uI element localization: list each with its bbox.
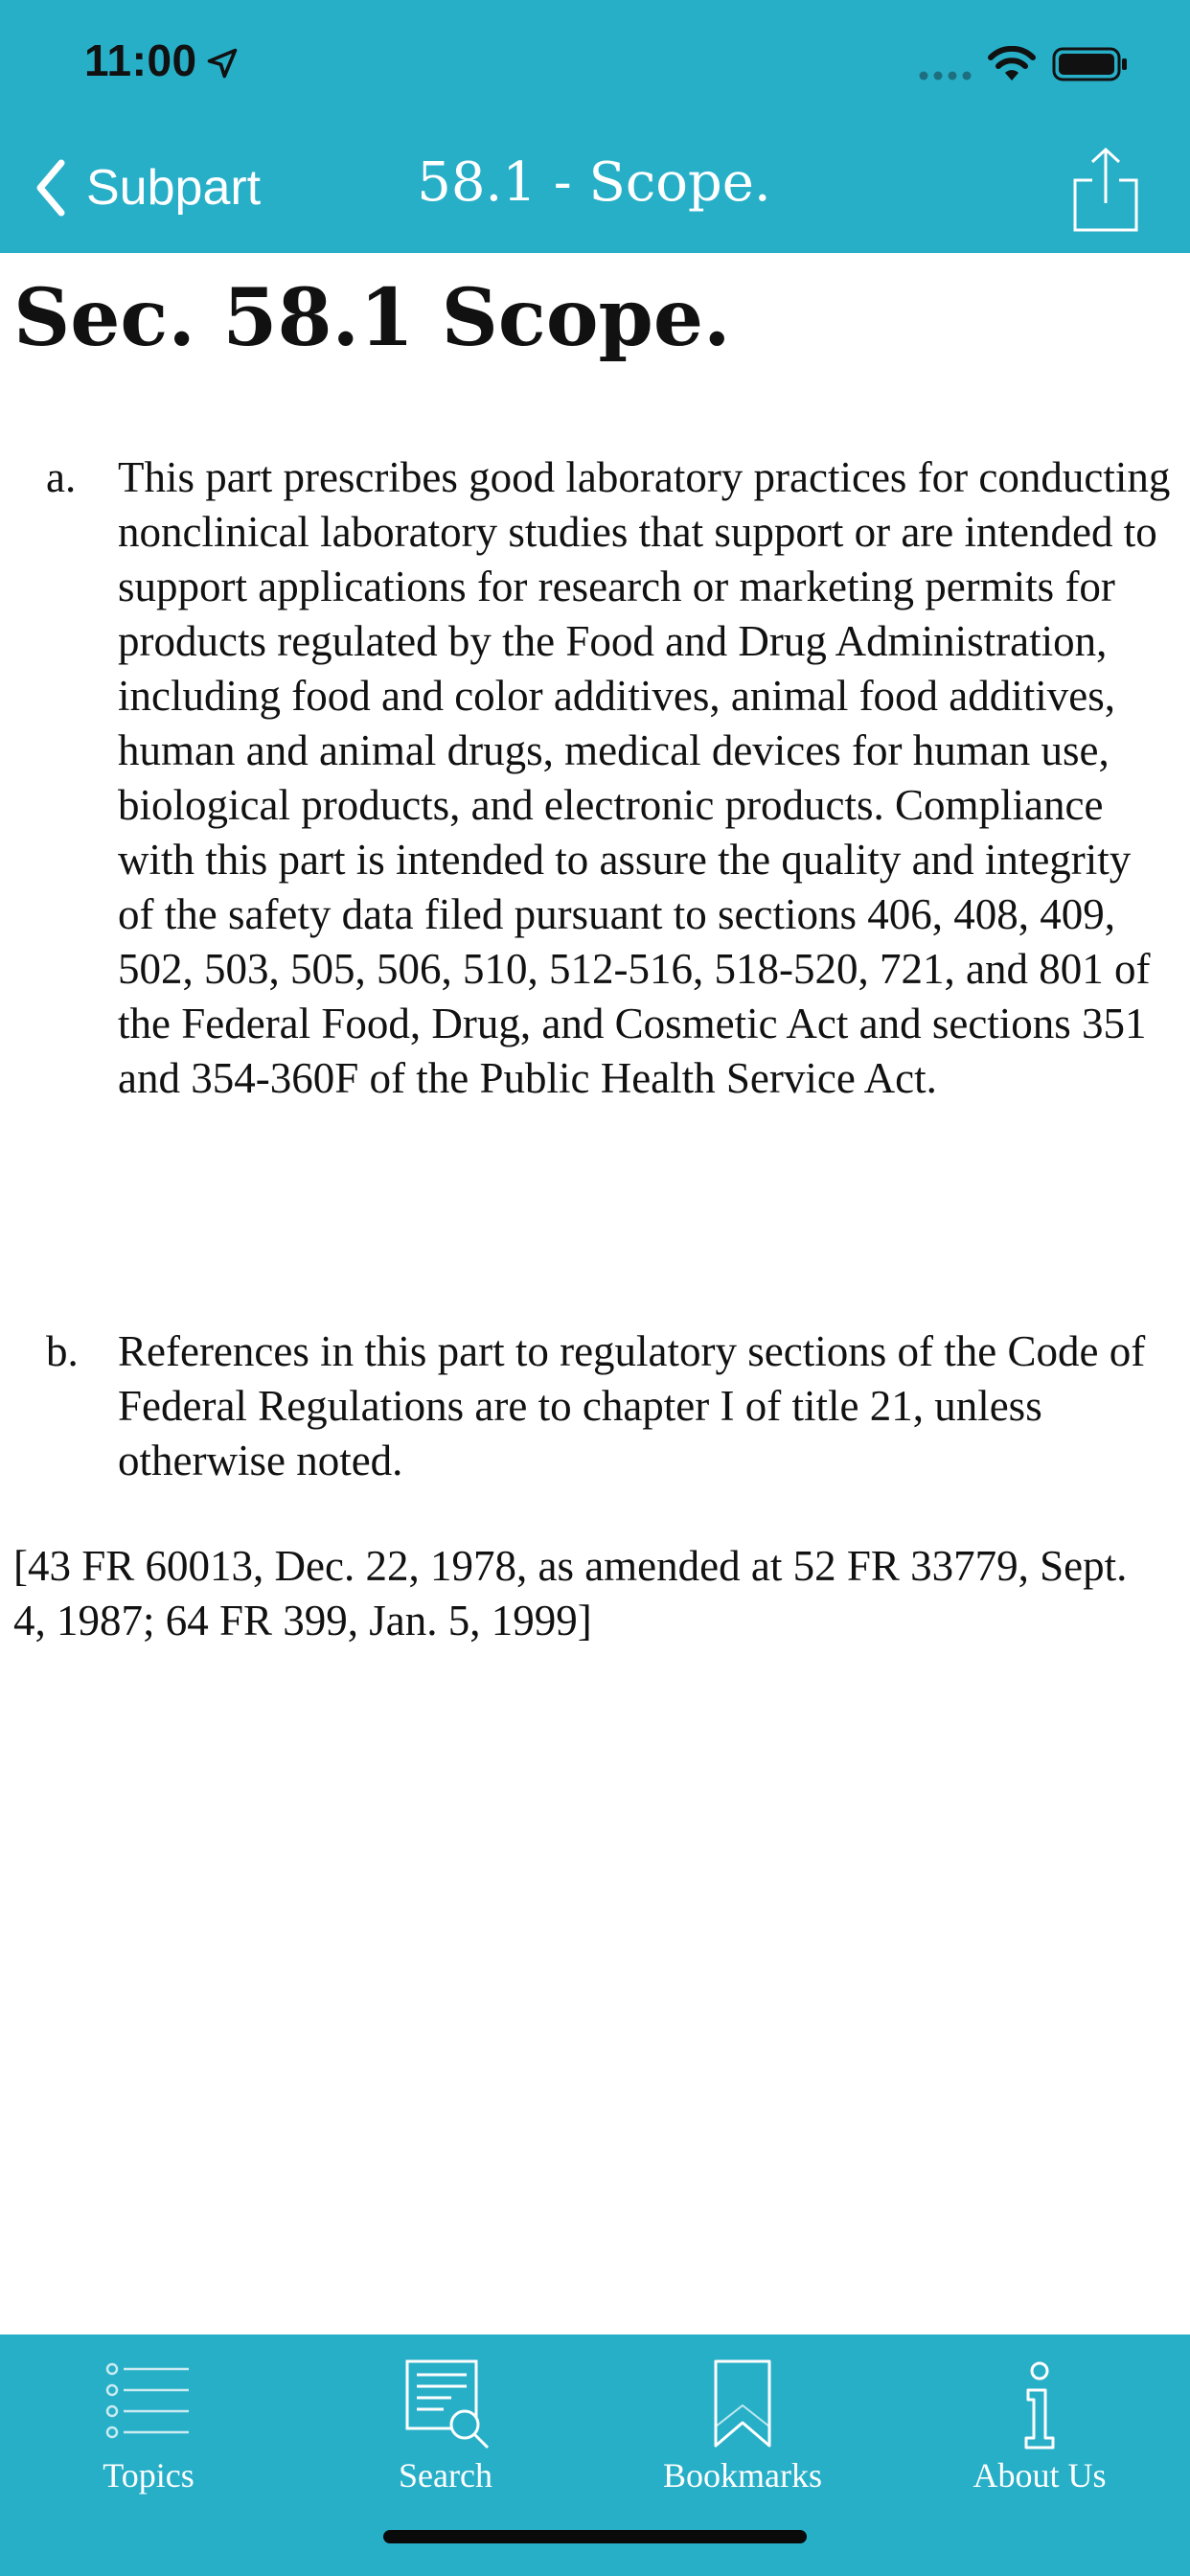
tab-bar: [0, 2334, 1190, 2576]
wifi-icon: [987, 46, 1037, 82]
list-icon: [101, 2358, 196, 2453]
tab-about-us[interactable]: [891, 2348, 1188, 2530]
paragraph-b: [46, 1324, 1177, 1488]
paragraph-a: [46, 450, 1177, 1106]
home-indicator[interactable]: [383, 2530, 807, 2543]
location-arrow-icon: [205, 46, 240, 80]
status-time: 11:00: [84, 35, 197, 85]
citation: [43 FR 60013, Dec. 22, 1978, as amended at 52 FR 33779, Sept. 4, 1987; 64 FR 399, Jan. 5, 1999]: [13, 1542, 1128, 1644]
back-button[interactable]: [33, 153, 261, 222]
paragraph-text: References in this part to regulatory sections of the Code of Federal Regulations are to chapter I of title 21, unless otherwise noted.: [118, 1327, 1146, 1484]
app-header: [0, 0, 1190, 253]
tab-search[interactable]: [297, 2348, 594, 2530]
paragraph-marker: b.: [46, 1327, 79, 1375]
tab-label: Topics: [103, 2456, 195, 2495]
page-title: 58.1 - Scope.: [417, 151, 771, 214]
cellular-signal-icon: [918, 69, 973, 82]
tab-label: Bookmarks: [663, 2456, 822, 2495]
info-icon: [992, 2358, 1087, 2453]
status-bar: [0, 0, 1190, 128]
search-document-icon: [398, 2358, 493, 2453]
section-heading: Sec. 58.1 Scope.: [13, 272, 731, 364]
share-icon[interactable]: [1069, 146, 1142, 234]
chevron-left-icon: [33, 157, 71, 218]
tab-label: About Us: [973, 2456, 1107, 2495]
back-button-label: Subpart: [86, 160, 262, 216]
tab-bookmarks[interactable]: [594, 2348, 891, 2530]
section-content: [0, 253, 1190, 2333]
tab-label: Search: [399, 2456, 492, 2495]
paragraph-marker: a.: [46, 453, 77, 501]
paragraph-text: This part prescribes good laboratory practices for conducting nonclinical laboratory studies that support or are intended to support applications for research or marketing permits for products regulated by the Food and Drug Administration, including food and color additives, animal food additives, human and animal drugs, medical devices for human use, biological products, and electronic products. Compliance with this part is intended to assure the quality and integrity of the safety data filed pursuant to sections 406, 408, 409, 502, 503, 505, 506, 510, 512-516, 518-520, 721, and 801 of the Federal Food, Drug, and Cosmetic Act and sections 351 and 354-360F of the Public Health Service Act.: [118, 453, 1171, 1102]
battery-icon: [1052, 46, 1129, 82]
tab-topics[interactable]: [0, 2348, 297, 2530]
bookmark-icon: [695, 2358, 790, 2453]
